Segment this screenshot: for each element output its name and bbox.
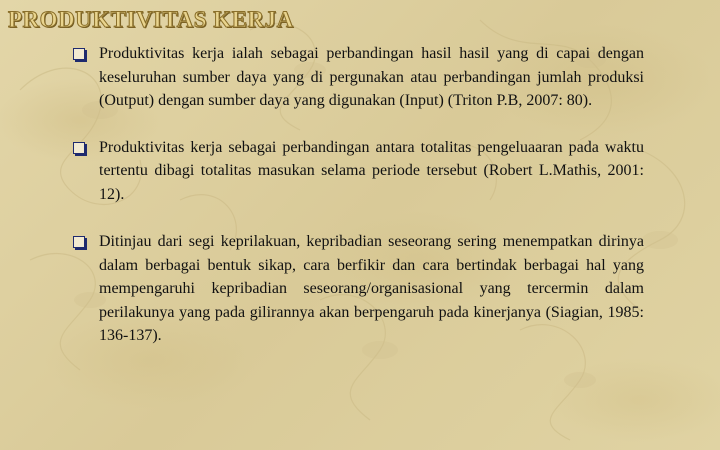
bullet-text: Produktivitas kerja sebagai perbandingan antara totalitas pengeluaaran pada waktu tertentu dibagi totalitas masukan selama periode tersebut (Robert L.Mathis, 2001: 12). [99,138,644,203]
slide-title: PRODUKTIVITAS KERJA [8,7,294,32]
bullet-item [72,230,644,348]
bullet-item [72,42,644,113]
hollow-square-bullet-icon [73,236,85,248]
bullet-text: Produktivitas kerja ialah sebagai perbandingan hasil hasil yang di capai dengan keseluruhan sumber daya yang di pergunakan atau perbandingan jumlah produksi (Output) dengan sumber daya yang digunakan (Input) (Triton P.B, 2007: 80). [99,45,644,109]
hollow-square-bullet-icon [73,48,85,60]
hollow-square-bullet-icon [73,142,85,154]
bullet-text: Ditinjau dari segi keprilakuan, kepribadian seseorang sering menempatkan dirinya dalam berbagai bentuk sikap, cara berfikir dan cara bertindak berbagai hal yang mempengaruhi kepribadian seseorang/organisasional yang tercermin dalam perilakunya yang pada gilirannya akan berpengaruh pada kinerjanya (Siagian, 1985: 136-137). [99,233,644,344]
bullet-list [72,42,644,348]
bullet-item [72,136,644,207]
